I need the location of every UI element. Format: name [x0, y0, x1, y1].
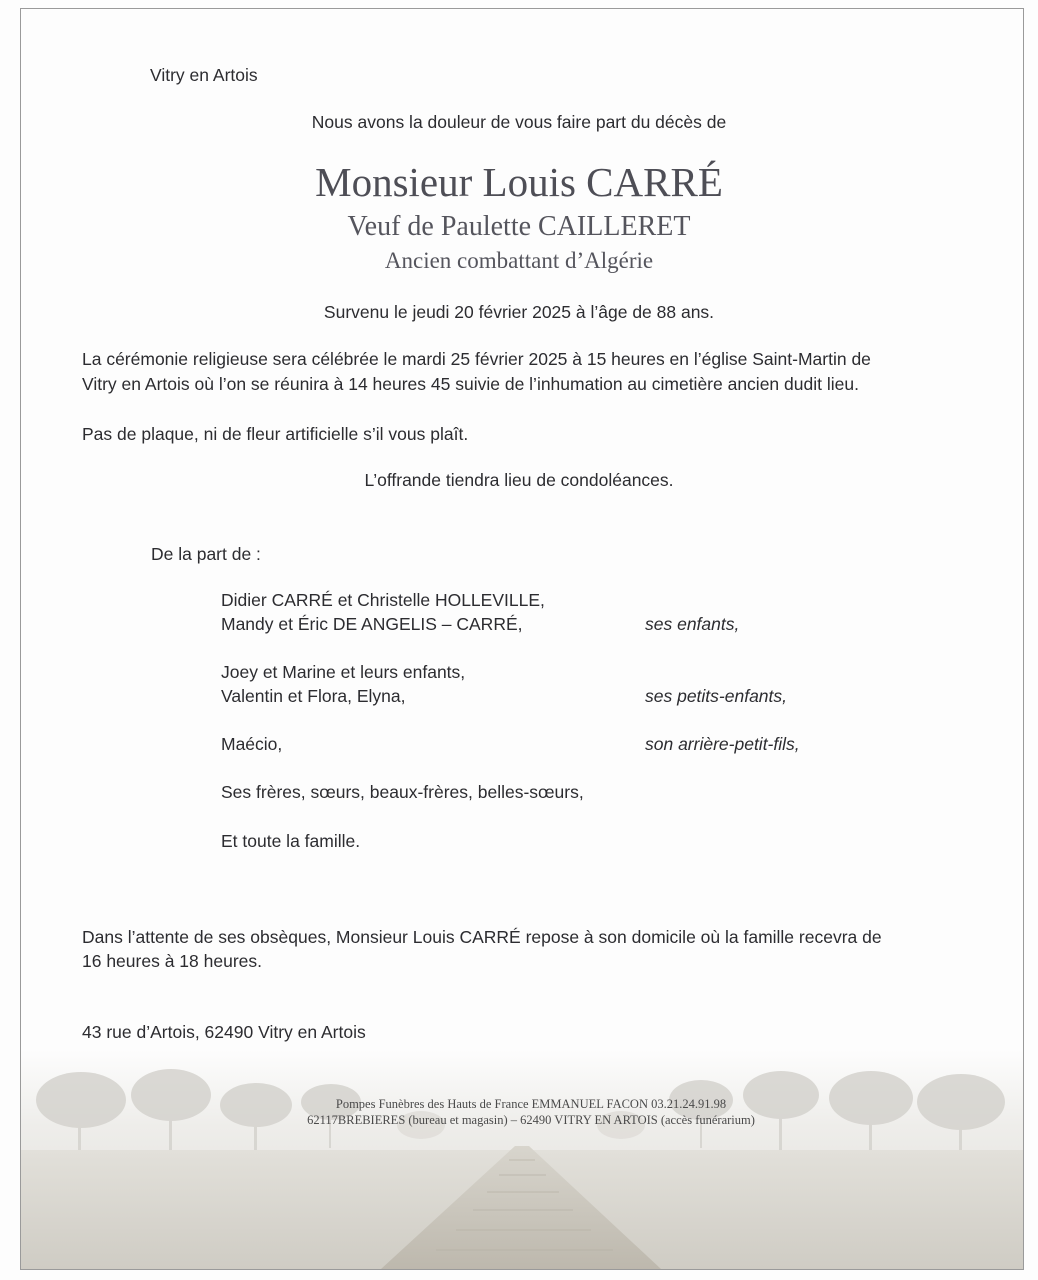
family-intro: De la part de : [151, 544, 261, 564]
death-date-text: Survenu le jeudi 20 février 2025 à l’âge de 88 ans. [323, 302, 715, 322]
footer-line-1: Pompes Funèbres des Hauts de France EMMANUEL FACON 03.21.24.91.98 [335, 1097, 727, 1111]
rest-line-2: 16 heures à 18 heures. [82, 951, 262, 971]
children-relation: ses enfants, [645, 614, 740, 634]
ceremony-line-1: La cérémonie religieuse sera célébrée le mardi 25 février 2025 à 15 heures en l’église Saint-Martin de [82, 349, 871, 369]
no-plaque-text: Pas de plaque, ni de fleur artificielle s’il vous plaît. [82, 424, 469, 444]
place-heading: Vitry en Artois [150, 65, 258, 85]
veteran-title: Ancien combattant d’Algérie [384, 248, 654, 273]
intro-text: Nous avons la douleur de vous faire part du décès de [311, 112, 727, 132]
siblings-line: Ses frères, sœurs, beaux-frères, belles-sœurs, [221, 782, 584, 802]
grandchildren-relation: ses petits-enfants, [645, 686, 788, 706]
address-text: 43 rue d’Artois, 62490 Vitry en Artois [82, 1022, 366, 1042]
great-grandchild-relation: son arrière-petit-fils, [645, 734, 800, 754]
ceremony-line-2: Vitry en Artois où l’on se réunira à 14 heures 45 suivie de l’inhumation au cimetière ancien dudit lieu. [82, 374, 859, 394]
offering-text: L’offrande tiendra lieu de condoléances. [364, 470, 674, 490]
deceased-name: Monsieur Louis CARRÉ [315, 159, 723, 205]
footer-line-2: 62117BREBIERES (bureau et magasin) – 62490 VITRY EN ARTOIS (accès funérarium) [307, 1113, 755, 1127]
whole-family-line: Et toute la famille. [221, 831, 361, 851]
grandchildren-line-1: Joey et Marine et leurs enfants, [221, 662, 466, 682]
rest-line-1: Dans l’attente de ses obsèques, Monsieur Louis CARRÉ repose à son domicile où la famille recevra de [82, 927, 882, 947]
widower-line: Veuf de Paulette CAILLERET [347, 211, 691, 242]
grandchildren-line-2: Valentin et Flora, Elyna, [221, 686, 406, 706]
children-line-2: Mandy et Éric DE ANGELIS – CARRÉ, [221, 614, 523, 634]
great-grandchild-name: Maécio, [221, 734, 283, 754]
children-line-1: Didier CARRÉ et Christelle HOLLEVILLE, [221, 590, 545, 610]
